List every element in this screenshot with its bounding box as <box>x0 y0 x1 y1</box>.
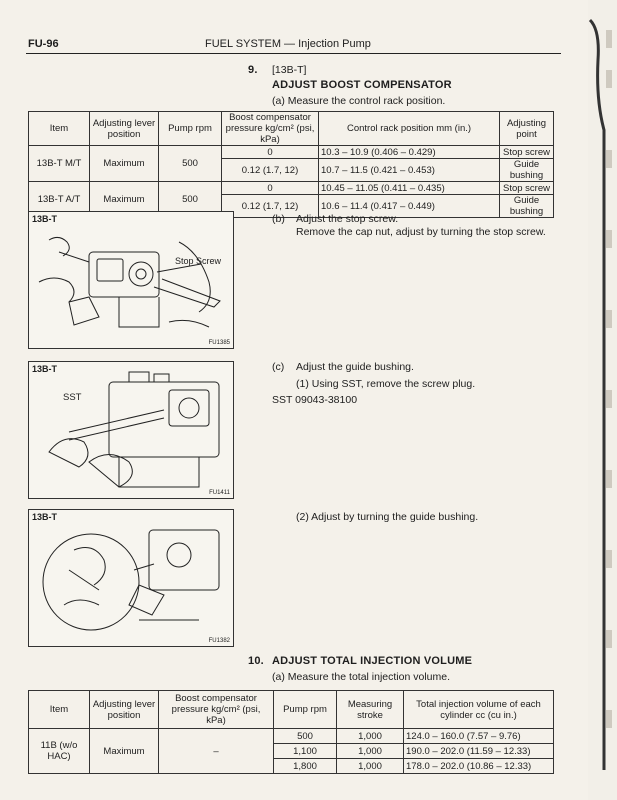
sst-number: SST 09043-38100 <box>272 394 358 406</box>
col-header-rack: Control rack position mm (in.) <box>319 112 500 146</box>
cell-pressure: 0.12 (1.7, 12) <box>222 195 319 218</box>
cell-volume: 124.0 – 160.0 (7.57 – 9.76) <box>404 729 554 744</box>
col-header-item: Item <box>29 112 90 146</box>
cell-point: Guide bushing <box>500 195 554 218</box>
header-rule <box>26 53 561 54</box>
cell-stroke: 1,000 <box>337 759 404 774</box>
cell-volume: 190.0 – 202.0 (11.59 – 12.33) <box>404 744 554 759</box>
cell-pressure: 0 <box>222 182 319 195</box>
table-row <box>29 729 554 744</box>
section9-number: 9. <box>248 64 258 76</box>
figure-label: 13B-T <box>32 512 58 522</box>
control-rack-table <box>28 111 554 218</box>
cell-item: 13B-T A/T <box>29 182 90 218</box>
cell-point: Stop screw <box>500 182 554 195</box>
figure-stop-screw <box>28 211 234 349</box>
cell-rpm: 500 <box>159 182 222 218</box>
injection-volume-table <box>28 690 554 774</box>
table-row <box>29 182 554 195</box>
section9-step-a: (a) Measure the control rack position. <box>272 95 446 107</box>
table-row <box>29 146 554 159</box>
cell-rack: 10.3 – 10.9 (0.406 – 0.429) <box>319 146 500 159</box>
cell-volume: 178.0 – 202.0 (10.86 – 12.33) <box>404 759 554 774</box>
stop-screw-callout: Stop Screw <box>175 256 222 266</box>
pump-illustration-icon <box>29 212 233 348</box>
cell-lever: Maximum <box>90 182 159 218</box>
figure-label: 13B-T <box>32 364 58 374</box>
cell-rpm: 1,800 <box>274 759 337 774</box>
cell-item: 13B-T M/T <box>29 146 90 182</box>
cell-rack: 10.45 – 11.05 (0.411 – 0.435) <box>319 182 500 195</box>
figure-label: 13B-T <box>32 214 58 224</box>
page-title: FUEL SYSTEM — Injection Pump <box>205 38 371 50</box>
col-header-stroke: Measuring stroke <box>337 691 404 729</box>
col-header-lever: Adjusting lever position <box>90 691 159 729</box>
cell-pressure: 0 <box>222 146 319 159</box>
cell-rpm: 1,100 <box>274 744 337 759</box>
figure-code: FU1385 <box>208 340 230 346</box>
cell-rpm: 500 <box>274 729 337 744</box>
figure-code: FU1411 <box>209 490 230 496</box>
step-b-line1: Adjust the stop screw. <box>296 213 399 225</box>
cell-stroke: 1,000 <box>337 744 404 759</box>
step-c-line2: (1) Using SST, remove the screw plug. <box>296 378 476 390</box>
col-header-lever: Adjusting lever position <box>90 112 159 146</box>
step-b-label: (b) <box>272 213 285 225</box>
step-b-text <box>296 213 554 239</box>
col-header-rpm: Pump rpm <box>274 691 337 729</box>
section10-step-a: (a) Measure the total injection volume. <box>272 671 451 683</box>
cell-lever: Maximum <box>90 729 159 774</box>
cell-rack: 10.7 – 11.5 (0.421 – 0.453) <box>319 159 500 182</box>
binder-edge-icon <box>588 0 617 800</box>
step-b-line2: Remove the cap nut, adjust by turning the stop screw. <box>296 226 546 238</box>
cell-pressure: 0.12 (1.7, 12) <box>222 159 319 182</box>
cell-lever: Maximum <box>90 146 159 182</box>
section10-number: 10. <box>248 655 264 667</box>
step-c2-text: (2) Adjust by turning the guide bushing. <box>296 511 479 523</box>
cell-rpm: 500 <box>159 146 222 182</box>
figure-guide-bushing <box>28 509 234 647</box>
table-header-row <box>29 112 554 146</box>
guide-bushing-icon <box>29 510 233 646</box>
cell-pressure: – <box>159 729 274 774</box>
col-header-volume: Total injection volume of each cylinder cc (cu in.) <box>404 691 554 729</box>
step-c-label: (c) <box>272 361 285 373</box>
figure-sst <box>28 361 234 499</box>
cell-point: Stop screw <box>500 146 554 159</box>
cell-rack: 10.6 – 11.4 (0.417 – 0.449) <box>319 195 500 218</box>
figure-code: FU1382 <box>208 638 230 644</box>
sst-tool-icon <box>29 362 233 498</box>
step-c-line1: Adjust the guide bushing. <box>296 361 414 373</box>
sst-callout: SST <box>63 392 82 403</box>
section9-model: [13B-T] <box>272 64 307 76</box>
col-header-point: Adjusting point <box>500 112 554 146</box>
col-header-item: Item <box>29 691 90 729</box>
table-header-row <box>29 691 554 729</box>
cell-point: Guide bushing <box>500 159 554 182</box>
section9-title: ADJUST BOOST COMPENSATOR <box>272 79 452 91</box>
section10-title: ADJUST TOTAL INJECTION VOLUME <box>272 655 473 667</box>
cell-item: 11B (w/o HAC) <box>29 729 90 774</box>
page-code: FU-96 <box>28 38 59 50</box>
col-header-rpm: Pump rpm <box>159 112 222 146</box>
col-header-pressure: Boost compensator pressure kg/cm² (psi, kPa) <box>159 691 274 729</box>
col-header-pressure: Boost compensator pressure kg/cm² (psi, kPa) <box>222 112 319 146</box>
cell-stroke: 1,000 <box>337 729 404 744</box>
